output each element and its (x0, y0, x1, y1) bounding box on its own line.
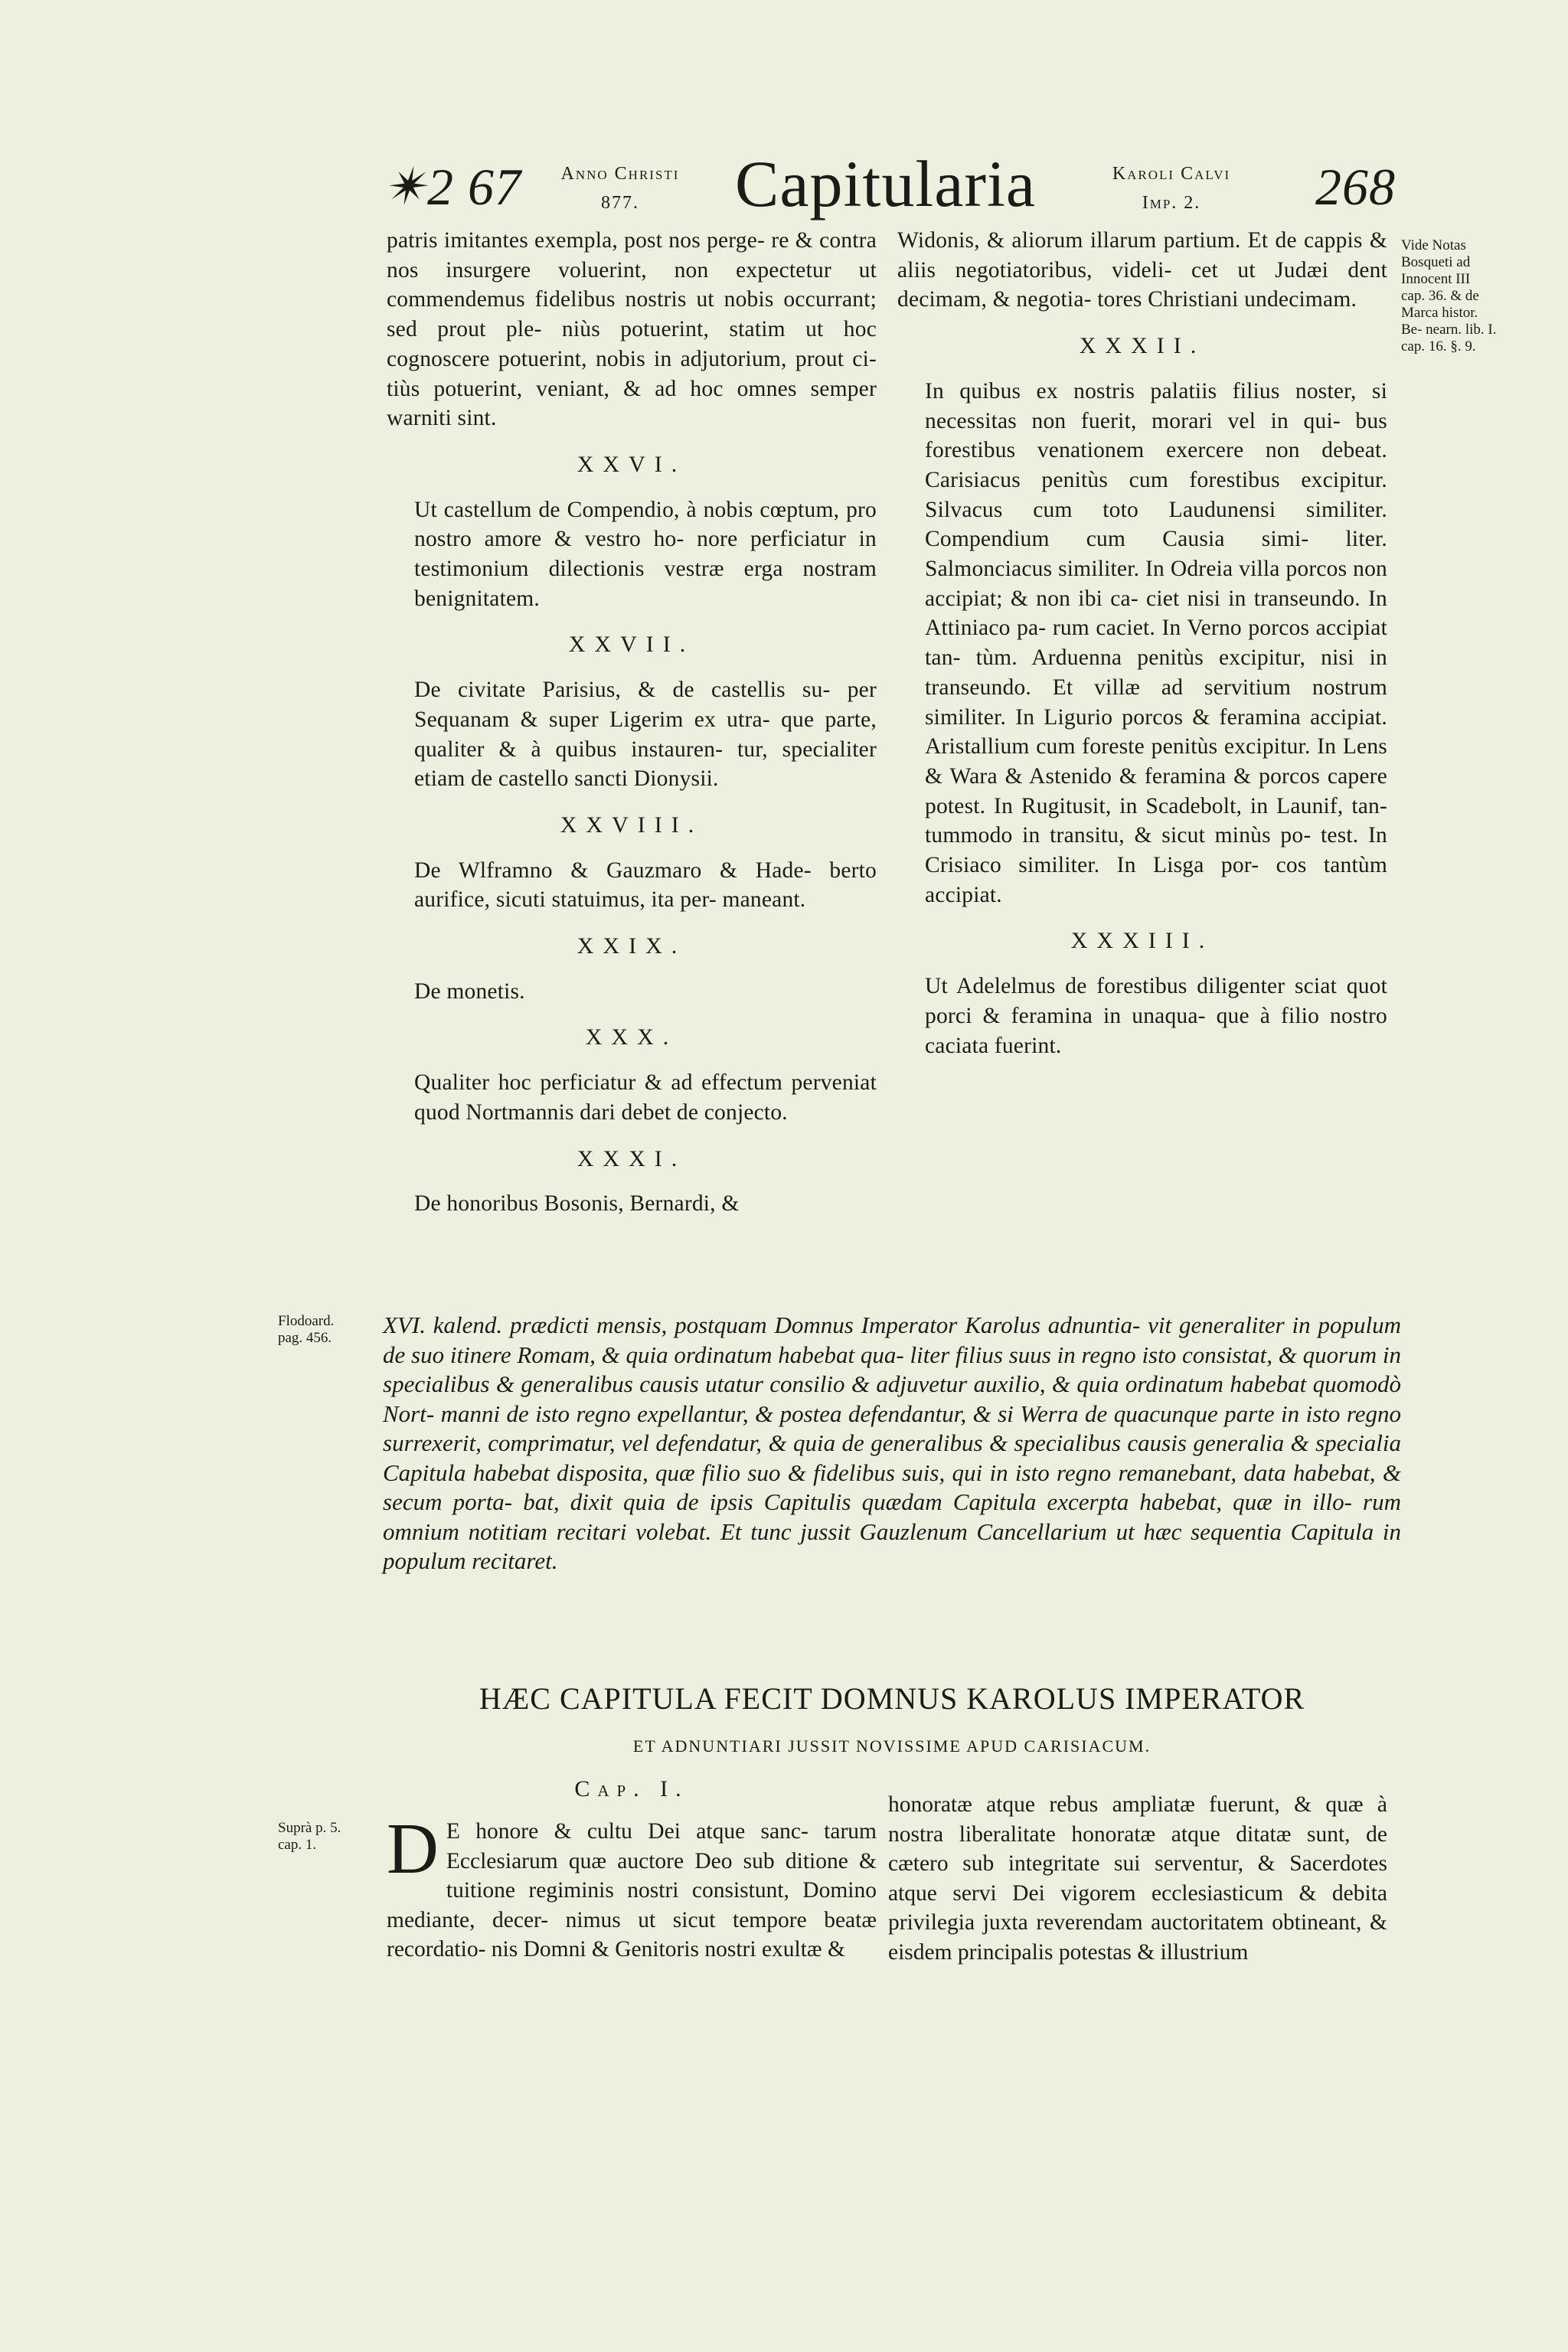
paragraph: Qualiter hoc perficiatur & ad effectum perveniat quod Nortmannis dari debet de conjecto. (414, 1070, 877, 1125)
paragraph: honoratæ atque rebus ampliatæ fuerunt, & quæ à nostra liberalitate honoratæ atque ditatæ sunt, de cætero sub integritate sui serventur, & Sacerdotes atque servi Dei vigorem ecclesiasticum & debita privilegia juxta reverendam auctoritatem obtineant, & eisdem principalis potestas & illustrium (888, 1792, 1387, 1965)
margin-note-flodoard: Flodoard. pag. 456. (278, 1313, 335, 1346)
running-head-emperor-line1: Karoli Calvi (1112, 164, 1231, 184)
bottom-right-column (888, 1790, 1387, 1967)
paragraph: In quibus ex nostris palatiis filius noster, si necessitas non fuerit, morari vel in qui- bus forestibus venationem exercere non debeat. Carisiacus penitùs cum forestibus excipitur. Silvacus cum toto Laudunensi similiter. Compendium cum Causia simi- liter. Salmonciacus similiter. In Odreia villa porcos non accipiat; & non ibi ca- ciet nisi in transeundo. In Attiniaco pa- rum caciet. In Verno porcos accipiat tan- tùm. Arduenna penitùs excipitur, nisi in transeundo. Et villæ ad servitium nostrum similiter. In Ligurio porcos & feramina accipiat. Aristallium cum foreste penitùs excipitur. In Lens & Wara & Astenido & feramina & porcos capere potest. In Rugitusit, in Scadebolt, in Launif, tan- tummodo in transitu, & sicut minùs po- test. In Crisiaco similiter. In Lisga por- cos tantùm accipiat. (925, 378, 1387, 907)
right-column (897, 226, 1387, 1060)
paragraph: Widonis, & aliorum illarum partium. Et de cappis & aliis negotiatoribus, videli- cet ut Judæi dent decimam, & negotia- tores Christiani undecimam. (897, 228, 1387, 312)
running-head-emperor-line2: Imp. 2. (1142, 193, 1201, 213)
chapter-number: XXXI. (577, 1145, 687, 1171)
chapter-label: Cap. I. (574, 1776, 689, 1802)
paragraph: De honoribus Bosonis, Bernardi, & (414, 1191, 740, 1217)
page-title: Capitularia (735, 147, 1037, 220)
chapter-number: XXVII. (568, 632, 695, 658)
paragraph: De civitate Parisius, & de castellis su- per Sequanam & super Ligerim ex utra- que parte, qualiter & à quibus instauren- tur, specialiter etiam de castello sancti Dionysii. (414, 678, 877, 792)
running-head-year-line2: 877. (601, 193, 639, 213)
running-head-year-line1: Anno Christi (560, 164, 680, 184)
chapter-number: XXX. (585, 1024, 678, 1050)
chapter-number: XXIX. (577, 933, 687, 959)
paragraph: patris imitantes exempla, post nos perge- re & contra nos insurgere voluerint, non expectetur ut commendemus fidelibus nostris ut nobis occurrant; sed prout ple- niùs potuerint, statim ut hoc cognoscere potuerint, nobis in adjutorium, prout ci- tiùs potuerint, veniant, & ad hoc omnes semper warniti sint. (387, 228, 877, 431)
bottom-left-column (387, 1809, 877, 1965)
paragraph: De monetis. (414, 978, 525, 1004)
chapter-number: XXVI. (577, 451, 687, 477)
right-page-number: 268 (1315, 158, 1396, 216)
right-running-head (1080, 159, 1263, 217)
margin-note-supra: Suprà p. 5. cap. 1. (278, 1820, 341, 1853)
chapter-number: XXVIII. (560, 812, 704, 838)
paragraph: Ut Adelelmus de forestibus diligenter sciat quot porci & feramina in unaqua- que à filio nostro caciata fuerint. (925, 974, 1387, 1058)
drop-cap: D (387, 1809, 439, 1889)
paragraph: E honore & cultu Dei atque sanc- tarum Ecclesiarum quæ auctore Deo sub ditione & tuitione regiminis nostri consistunt, Domino mediante, decer- nimus ut sicut tempore beatæ recordatio- nis Domni & Genitoris nostri exultæ & (387, 1819, 877, 1962)
italic-narrative: XVI. kalend. prædicti mensis, postquam Domnus Imperator Karolus adnuntia- vit generaliter in populum de suo itinere Romam, & quia ordinatum habebat qua- liter filius suus in regno isto consistat, & quorum in specialibus & generalibus causis utatur consilio & adjuvetur auxilio, & quia ordinatum habebat quomodò Nort- manni de isto regno expellantur, & postea defendantur, & si Werra de quacunque parte in isto regno surrexerit, comprimatur, vel defendatur, & quia de generalibus & specialibus causis generalia & specialia Capitula habebat dispositа, quæ filio suo & fidelibus suis, qui in isto regno remanebant, data habebat, & secum porta- bat, dixit quia de ipsis Capitulis quædam Capitula excerpta habebat, quæ in illo- rum omnium notitiam recitari volebat. Et tunc jussit Gauzlenum Cancellarium ut hæc sequentia Capitula in populum recitaret. (383, 1312, 1401, 1574)
chapter-number: XXXII. (1079, 333, 1206, 359)
left-page-number: ✴2 67 (383, 158, 521, 216)
margin-note-right: Vide Notas Bosqueti ad Innocent III cap. 36. & de Marca histor. Be- nearn. lib. I. cap. 16. §. 9. (1401, 237, 1497, 354)
chapter-number: XXXIII. (1070, 928, 1214, 954)
left-column (387, 226, 877, 1219)
paragraph: Ut castellum de Compendio, à nobis cœptum, pro nostro amore & vestro ho- nore perficiatur in testimonium dilectionis vestræ erga nostram benignitatem. (414, 497, 877, 611)
section-subheading: ET ADNUNTIARI JUSSIT NOVISSIME APUD CARISIACUM. (632, 1736, 1152, 1756)
paragraph: De Wlframno & Gauzmaro & Hade- berto aurifice, sicuti statuimus, ita per- maneant. (414, 858, 877, 913)
left-running-head (528, 159, 712, 217)
section-heading: HÆC CAPITULA FECIT DOMNUS KAROLUS IMPERATOR (479, 1681, 1305, 1716)
